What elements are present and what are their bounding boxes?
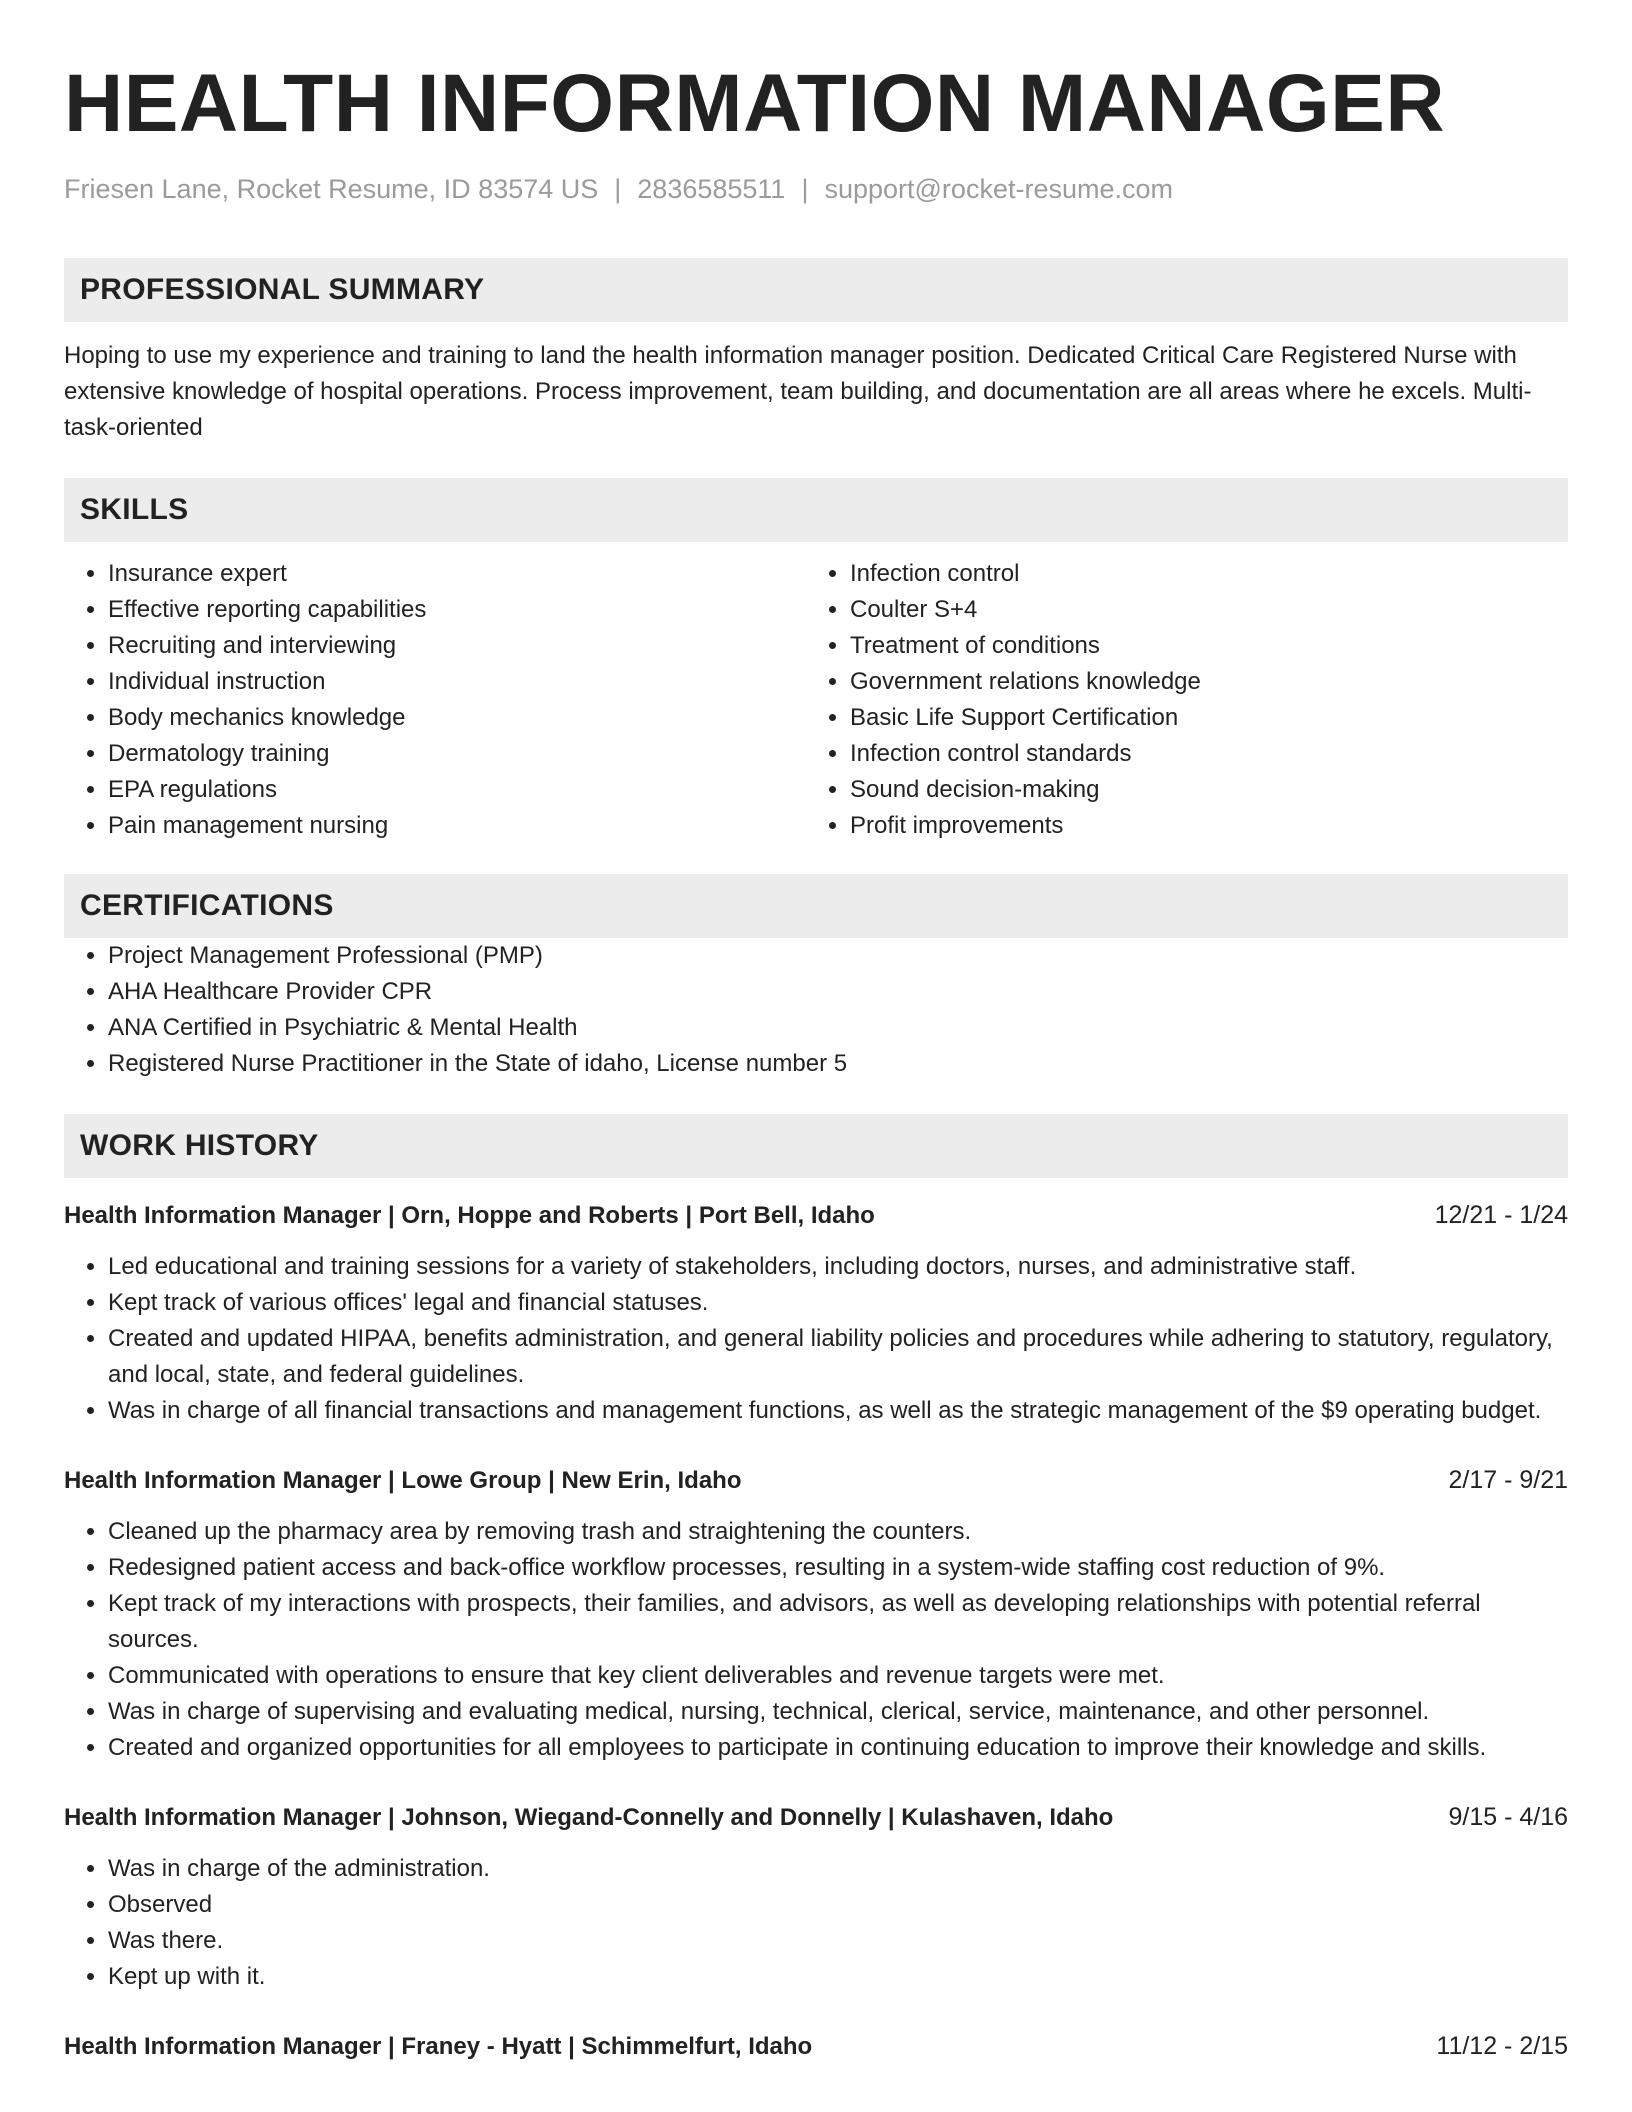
list-item: • Was in charge of the administration. (108, 1851, 1568, 1887)
work-history-list (64, 1198, 1568, 2064)
job-header (64, 1198, 1568, 1233)
list-item: • Sound decision-making (850, 772, 1548, 808)
list-item: • Kept up with it. (108, 1959, 1568, 1995)
list-item: • Government relations knowledge (850, 664, 1548, 700)
skills-heading: SKILLS (64, 478, 1568, 542)
list-item: • Infection control standards (850, 736, 1548, 772)
list-item: • Observed (108, 1887, 1568, 1923)
list-item: • Communicated with operations to ensure that key client deliverables and revenue targets were met. (108, 1658, 1568, 1694)
skills-list-right (806, 556, 1548, 844)
job-bullets (64, 1249, 1568, 1429)
list-item: • Cleaned up the pharmacy area by removing trash and straightening the counters. (108, 1514, 1568, 1550)
job-title: Health Information Manager | Orn, Hoppe and Roberts | Port Bell, Idaho (64, 1202, 875, 1229)
job-header (64, 1463, 1568, 1498)
list-item: • Pain management nursing (108, 808, 806, 844)
contact-address: Friesen Lane, Rocket Resume, ID 83574 US (64, 174, 599, 204)
list-item: • Created and updated HIPAA, benefits administration, and general liability policies and procedures while adhering to statutory, regulatory, and local, state, and federal guidelines. (108, 1321, 1568, 1393)
job-dates: 9/15 - 4/16 (1448, 1803, 1568, 1831)
job-title: Health Information Manager | Lowe Group | New Erin, Idaho (64, 1467, 742, 1494)
job-entry (64, 1800, 1568, 1995)
summary-heading: PROFESSIONAL SUMMARY (64, 258, 1568, 322)
contact-separator: | (614, 174, 622, 204)
list-item: • Coulter S+4 (850, 592, 1548, 628)
job-bullets (64, 1851, 1568, 1995)
skills-column-right (806, 556, 1548, 844)
list-item: • Insurance expert (108, 556, 806, 592)
resume-title: HEALTH INFORMATION MANAGER (64, 58, 1446, 149)
contact-line (64, 172, 1568, 206)
list-item: • Was in charge of supervising and evaluating medical, nursing, technical, clerical, service, maintenance, and other personnel. (108, 1694, 1568, 1730)
list-item: • Project Management Professional (PMP) (108, 938, 1568, 974)
list-item: • Was there. (108, 1923, 1568, 1959)
job-dates: 11/12 - 2/15 (1436, 2032, 1568, 2060)
job-title: Health Information Manager | Johnson, Wiegand-Connelly and Donnelly | Kulashaven, Idaho (64, 1804, 1114, 1831)
contact-email: support@rocket-resume.com (824, 174, 1173, 204)
skills-columns (64, 556, 1568, 844)
list-item: • Individual instruction (108, 664, 806, 700)
job-header (64, 2029, 1568, 2064)
list-item: • Registered Nurse Practitioner in the State of idaho, License number 5 (108, 1046, 1568, 1082)
list-item: • Redesigned patient access and back-office workflow processes, resulting in a system-wide staffing cost reduction of 9%. (108, 1550, 1568, 1586)
list-item: • Recruiting and interviewing (108, 628, 806, 664)
job-entry (64, 2029, 1568, 2064)
list-item: • Effective reporting capabilities (108, 592, 806, 628)
list-item: • Treatment of conditions (850, 628, 1548, 664)
job-entry (64, 1198, 1568, 1429)
job-dates: 2/17 - 9/21 (1448, 1466, 1568, 1494)
skills-column-left (64, 556, 806, 844)
list-item: • Kept track of various offices' legal and financial statuses. (108, 1285, 1568, 1321)
list-item: • Dermatology training (108, 736, 806, 772)
work-history-heading: WORK HISTORY (64, 1114, 1568, 1178)
list-item: • Basic Life Support Certification (850, 700, 1548, 736)
job-dates: 12/21 - 1/24 (1434, 1201, 1568, 1229)
summary-text: Hoping to use my experience and training to land the health information manager position. Dedicated Critical Care Registered Nurse with extensive knowledge of hospital operations. Process improvement, team building, and documentation are all areas where he excels. Multi-task-oriented (64, 342, 1532, 441)
certifications-heading: CERTIFICATIONS (64, 874, 1568, 938)
list-item: • Created and organized opportunities for all employees to participate in continuing education to improve their knowledge and skills. (108, 1730, 1568, 1766)
list-item: • Infection control (850, 556, 1548, 592)
job-bullets (64, 1514, 1568, 1766)
list-item: • Was in charge of all financial transactions and management functions, as well as the strategic management of the $9 operating budget. (108, 1393, 1568, 1429)
list-item: • Profit improvements (850, 808, 1548, 844)
job-entry (64, 1463, 1568, 1766)
list-item: • AHA Healthcare Provider CPR (108, 974, 1568, 1010)
list-item: • ANA Certified in Psychiatric & Mental Health (108, 1010, 1568, 1046)
job-header (64, 1800, 1568, 1835)
job-title: Health Information Manager | Franey - Hyatt | Schimmelfurt, Idaho (64, 2033, 813, 2060)
contact-phone: 2836585511 (637, 174, 786, 204)
list-item: • EPA regulations (108, 772, 806, 808)
contact-separator: | (801, 174, 809, 204)
list-item: • Body mechanics knowledge (108, 700, 806, 736)
list-item: • Led educational and training sessions for a variety of stakeholders, including doctors, nurses, and administrative staff. (108, 1249, 1568, 1285)
skills-list-left (64, 556, 806, 844)
certifications-list (64, 938, 1568, 1082)
list-item: • Kept track of my interactions with prospects, their families, and advisors, as well as developing relationships with potential referral sources. (108, 1586, 1568, 1658)
